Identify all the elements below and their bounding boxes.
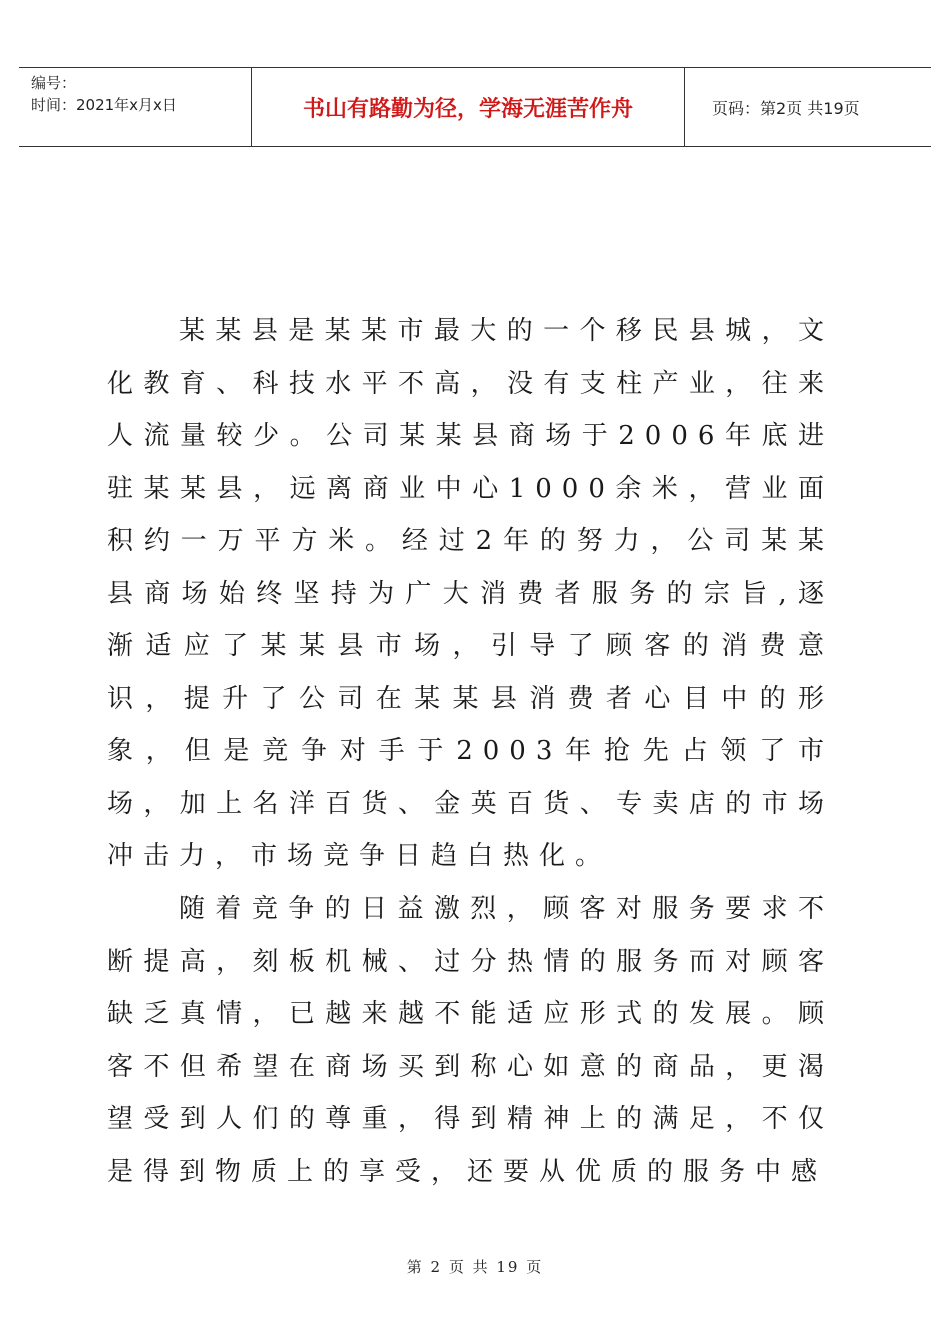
document-header	[19, 67, 931, 147]
header-left-cell	[19, 68, 251, 146]
header-motto: 书山有路勤为径，学海无涯苦作舟	[302, 96, 633, 122]
header-page-cell	[684, 68, 931, 146]
page-footer: 第 2 页 共 19 页	[406, 1258, 544, 1276]
header-motto-cell	[251, 68, 685, 146]
header-page-info: 页码：第2页 共19页	[712, 98, 860, 118]
document-number-label: 编号：	[31, 74, 77, 92]
body-paragraph: 某某县是某某市最大的一个移民县城，文化教育、科技水平不高，没有支柱产业，往来人流量较少。公司某某县商场于2006年底进驻某某县，远离商业中心1000余米，营业面积约一万平方米。经过2年的努力，公司某某县商场始终坚持为广大消费者服务的宗旨,逐渐适应了某某县市场，引导了顾客的消费意识，提升了公司在某某县消费者心目中的形象，但是竞争对手于2003年抢先占领了市场，加上名洋百货、金英百货、专卖店的市场冲击力，市场竞争日趋白热化。	[107, 316, 834, 871]
body-paragraph: 随着竞争的日益激烈，顾客对服务要求不断提高，刻板机械、过分热情的服务而对顾客缺乏真情，已越来越不能适应形式的发展。顾客不但希望在商场买到称心如意的商品，更渴望受到人们的尊重，得到精神上的满足，不仅是得到物质上的享受，还要从优质的服务中感	[107, 894, 834, 1187]
document-date-label: 时间：2021年x月x日	[31, 96, 177, 114]
